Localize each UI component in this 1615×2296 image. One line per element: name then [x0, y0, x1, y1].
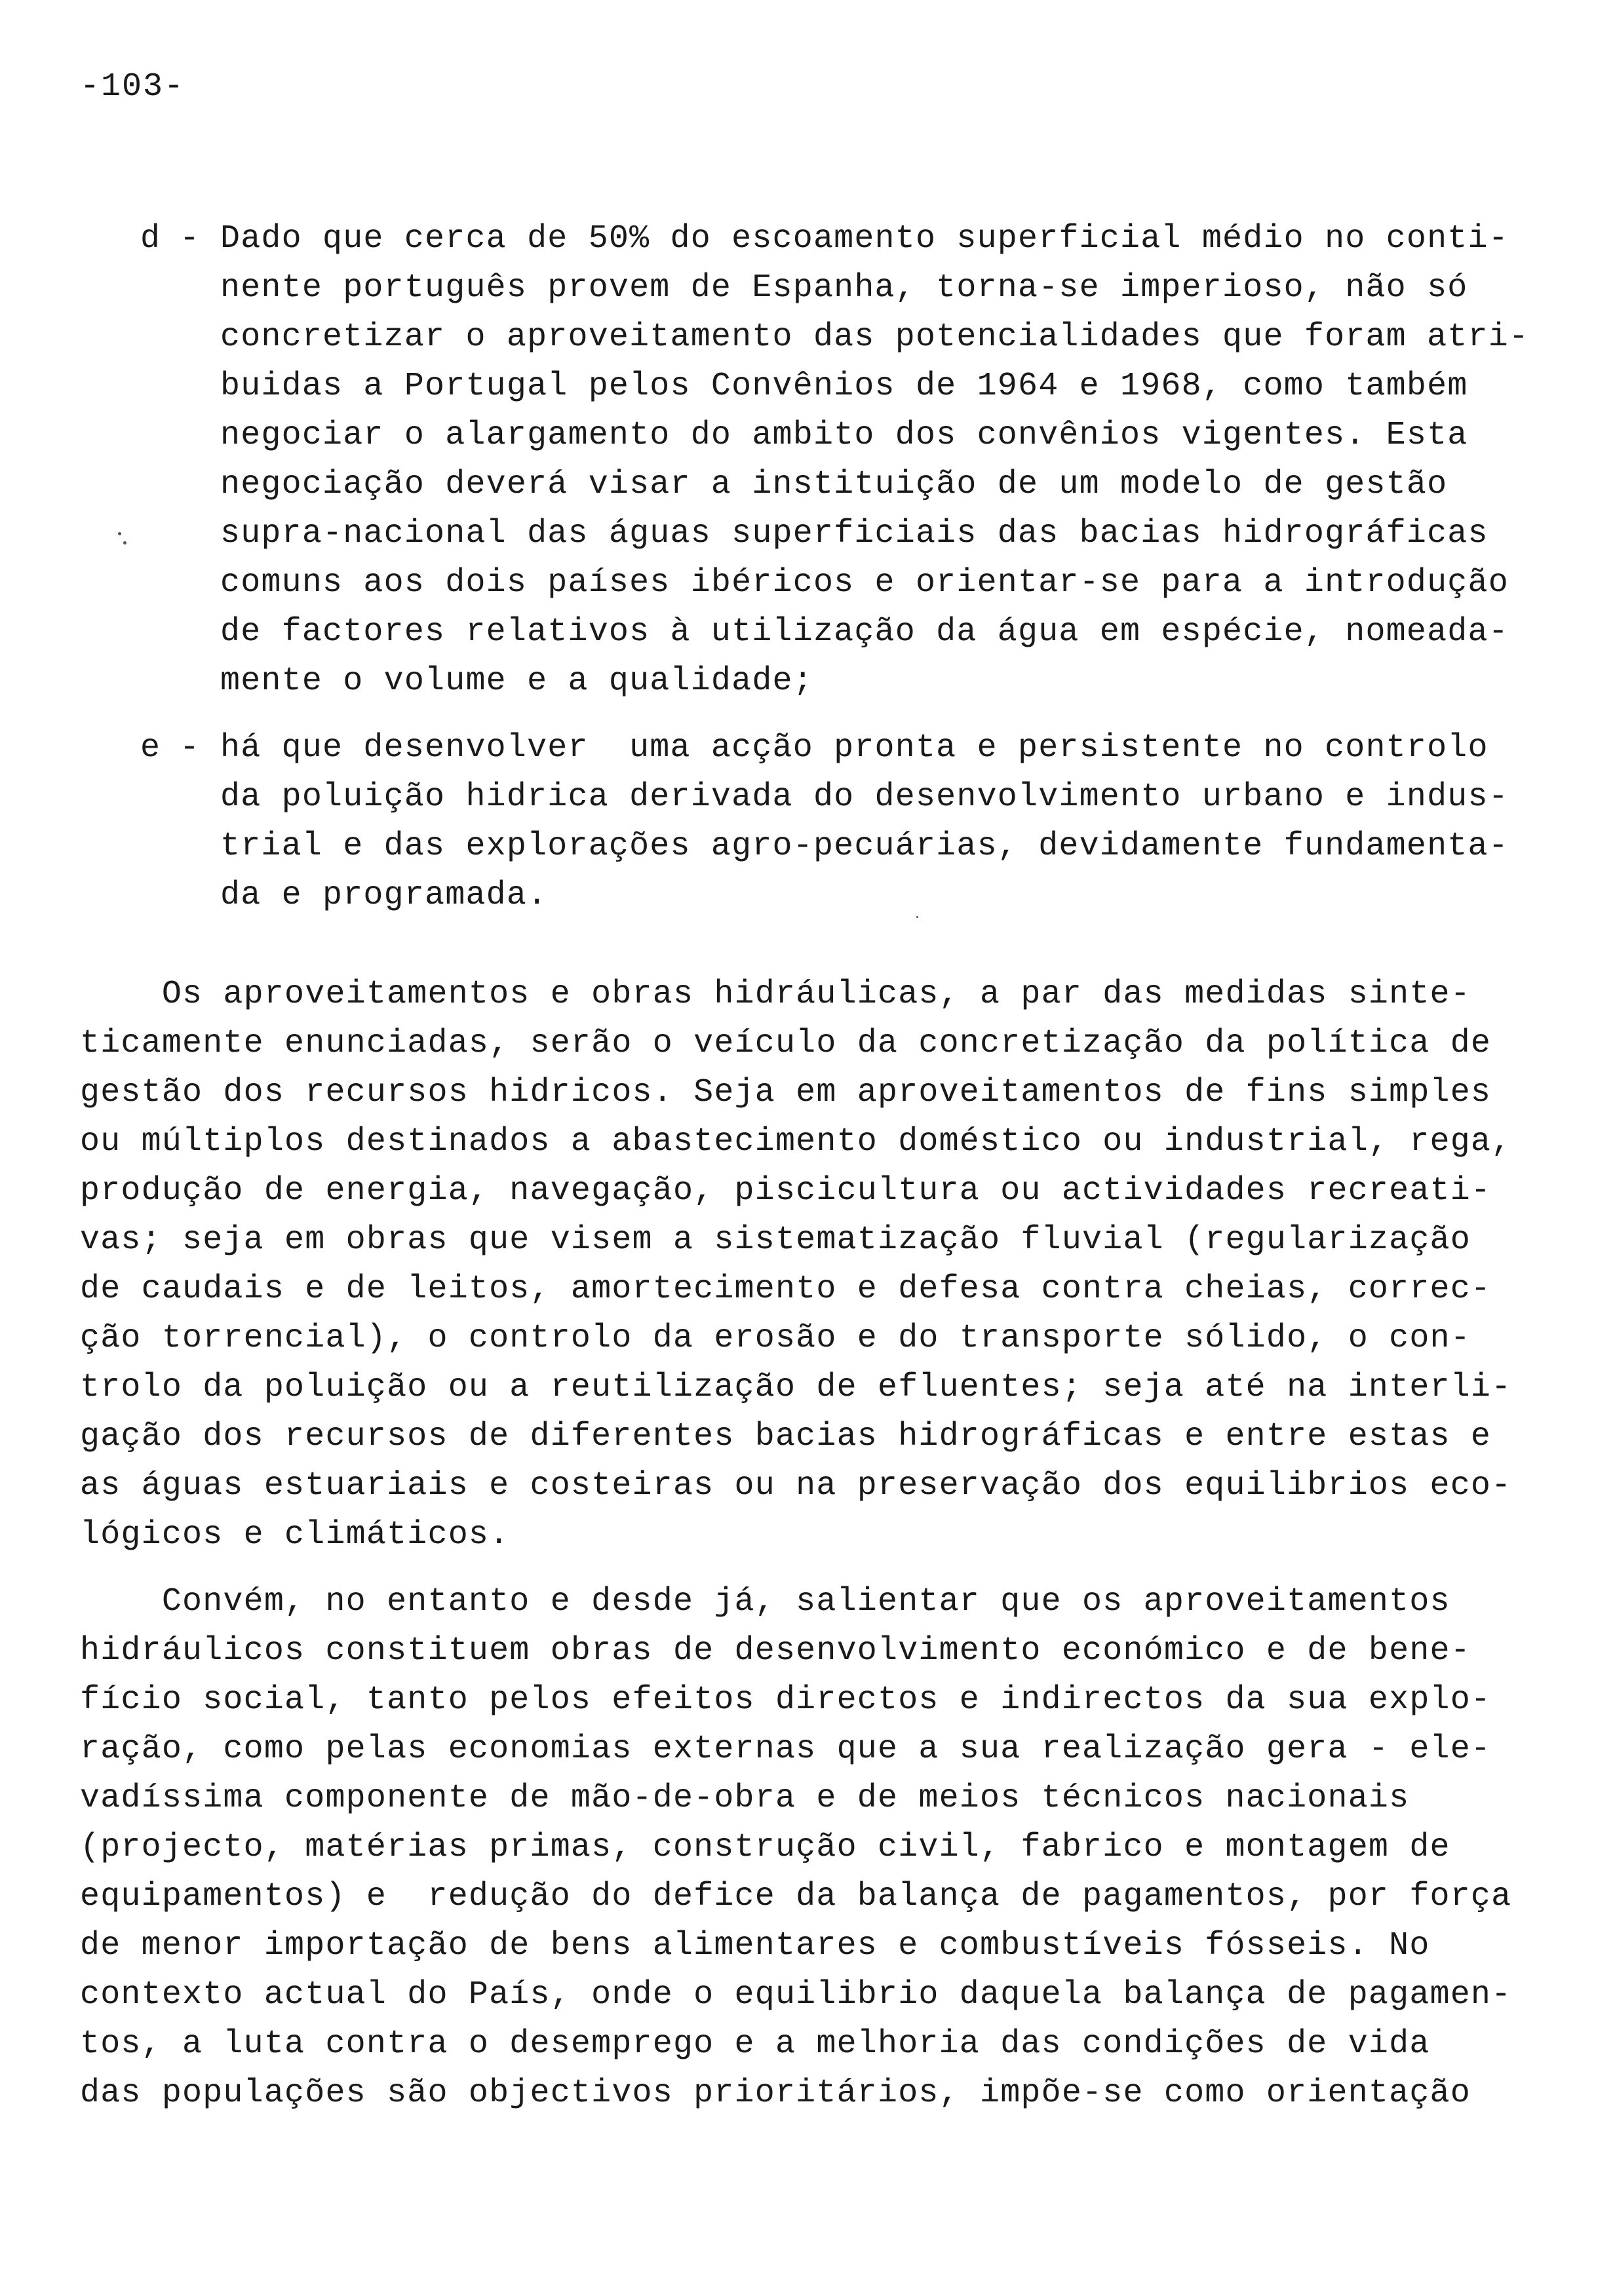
text-line: vas; seja em obras que visem a sistematização fluvial (regularização [80, 1221, 1471, 1259]
text-line: trial e das explorações agro-pecuárias, devidamente fundamenta- [220, 828, 1509, 865]
text-line: produção de energia, navegação, piscicultura ou actividades recreati- [80, 1172, 1492, 1210]
text-line: ticamente enunciadas, serão o veículo da concretização da política de [80, 1025, 1492, 1062]
text-line: comuns aos dois países ibéricos e orientar-se para a introdução [220, 564, 1509, 602]
text-line: concretizar o aproveitamento das potencialidades que foram atri- [220, 318, 1530, 356]
text-line: da e programada. [220, 877, 548, 914]
scan-speck [123, 541, 126, 545]
text-line: contexto actual do País, onde o equilibrio daquela balança de pagamen- [80, 1976, 1512, 2014]
text-line: supra-nacional das águas superficiais das bacias hidrográficas [220, 515, 1489, 552]
text-line: gestão dos recursos hidricos. Seja em aproveitamentos de fins simples [80, 1074, 1492, 1111]
page-number: -103- [80, 68, 185, 105]
list-marker-d: d - [140, 220, 200, 258]
text-line: da poluição hidrica derivada do desenvolvimento urbano e indus- [220, 778, 1509, 816]
text-line: nente português provem de Espanha, torna-se imperioso, não só [220, 269, 1468, 307]
scan-speck [916, 916, 918, 918]
list-marker-e: e - [140, 729, 200, 767]
text-line: (projecto, matérias primas, construção civil, fabrico e montagem de [80, 1829, 1450, 1866]
text-line: gação dos recursos de diferentes bacias hidrográficas e entre estas e [80, 1418, 1492, 1455]
text-line: negociar o alargamento do ambito dos convênios vigentes. Esta [220, 417, 1468, 454]
text-line: ção torrencial), o controlo da erosão e do transporte sólido, o con- [80, 1320, 1471, 1357]
scan-speck [118, 532, 121, 535]
text-line: tos, a luta contra o desemprego e a melhoria das condições de vida [80, 2025, 1430, 2063]
text-line: Dado que cerca de 50% do escoamento superficial médio no conti- [220, 220, 1509, 258]
text-line: de menor importação de bens alimentares e combustíveis fósseis. No [80, 1927, 1430, 1964]
text-line: negociação deverá visar a instituição de um modelo de gestão [220, 466, 1448, 503]
text-line: buidas a Portugal pelos Convênios de 1964 e 1968, como também [220, 368, 1468, 405]
text-line: trolo da poluição ou a reutilização de efluentes; seja até na interli- [80, 1369, 1512, 1406]
text-line: há que desenvolver uma acção pronta e persistente no controlo [220, 729, 1489, 767]
text-line: fício social, tanto pelos efeitos directos e indirectos da sua explo- [80, 1681, 1492, 1719]
text-line: vadíssima componente de mão-de-obra e de meios técnicos nacionais [80, 1780, 1410, 1817]
text-line: de caudais e de leitos, amortecimento e defesa contra cheias, correc- [80, 1271, 1492, 1308]
text-line: ração, como pelas economias externas que a sua realização gera - ele- [80, 1731, 1492, 1768]
text-line: Os aproveitamentos e obras hidráulicas, a par das medidas sinte- [80, 976, 1471, 1013]
text-line: hidráulicos constituem obras de desenvolvimento económico e de bene- [80, 1632, 1471, 1670]
text-line: Convém, no entanto e desde já, salientar que os aproveitamentos [80, 1583, 1450, 1620]
text-line: das populações são objectivos prioritários, impõe-se como orientação [80, 2075, 1471, 2112]
text-line: de factores relativos à utilização da água em espécie, nomeada- [220, 613, 1509, 651]
text-line: lógicos e climáticos. [80, 1516, 510, 1554]
text-line: ou múltiplos destinados a abastecimento doméstico ou industrial, rega, [80, 1123, 1512, 1160]
text-line: mente o volume e a qualidade; [220, 662, 813, 700]
text-line: as águas estuariais e costeiras ou na preservação dos equilibrios eco- [80, 1467, 1512, 1504]
text-line: equipamentos) e redução do defice da balança de pagamentos, por força [80, 1878, 1512, 1915]
